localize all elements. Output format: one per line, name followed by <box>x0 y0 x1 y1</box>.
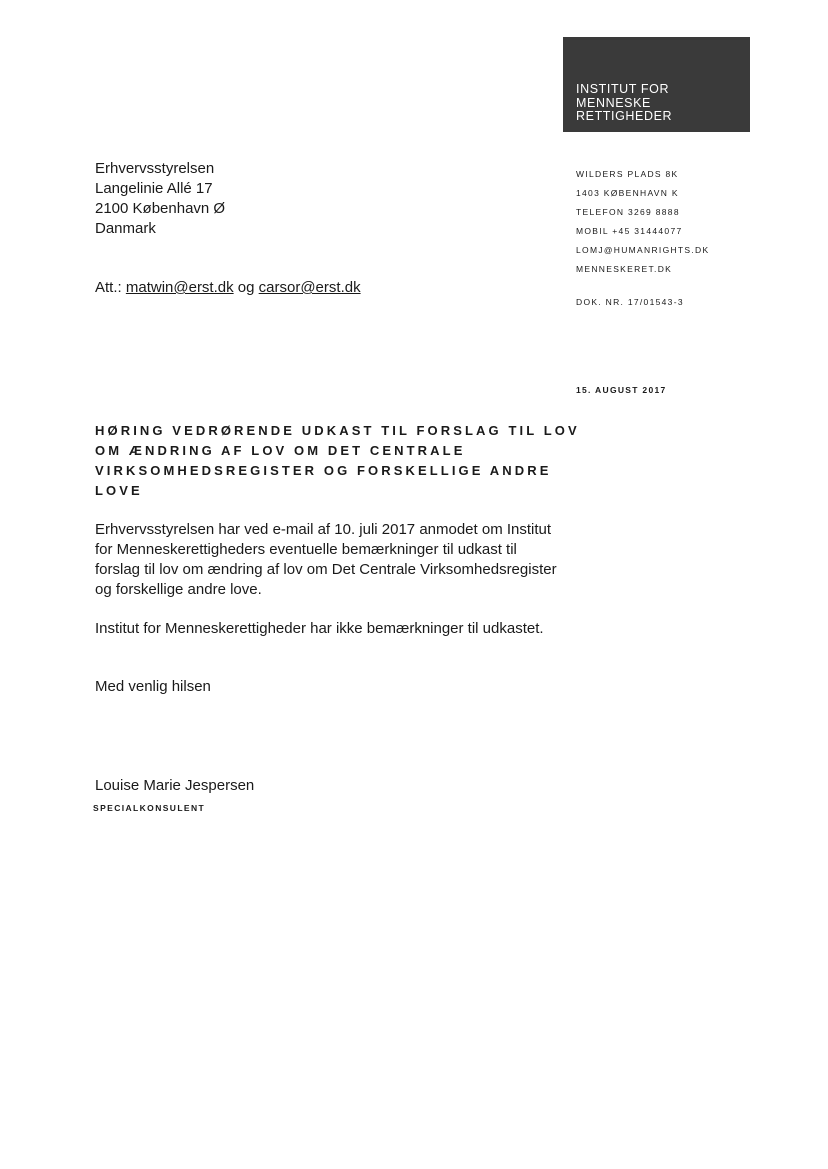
contact-line: TELEFON 3269 8888 <box>576 207 680 217</box>
attention-connector: og <box>237 279 255 296</box>
contact-line: WILDERS PLADS 8K <box>576 169 679 179</box>
recipient-line: Danmark <box>95 220 156 237</box>
sender-contact-block <box>576 165 709 279</box>
body-paragraph-2: Institut for Menneskerettigheder har ikke bemærkninger til udkastet. <box>95 620 544 637</box>
letter-heading <box>95 421 580 501</box>
letter-date: 15. AUGUST 2017 <box>576 385 667 395</box>
recipient-address <box>95 159 225 239</box>
logo-line: MENNESKE <box>576 95 651 110</box>
institute-logo <box>563 37 750 132</box>
signer-name: Louise Marie Jespersen <box>95 777 255 794</box>
heading-line: OM ÆNDRING AF LOV OM DET CENTRALE <box>95 443 466 458</box>
logo-line: INSTITUT FOR <box>576 82 670 96</box>
body-paragraph-1 <box>95 520 565 600</box>
contact-line: MOBIL +45 31444077 <box>576 226 683 236</box>
document-number: DOK. NR. 17/01543-3 <box>576 297 684 307</box>
recipient-line: Langelinie Allé 17 <box>95 180 213 197</box>
attention-line <box>95 278 361 298</box>
body-line: forslag til lov om ændring af lov om Det Centrale Virksomhedsregister <box>95 561 557 578</box>
heading-line: LOVE <box>95 483 143 498</box>
body-line: Erhvervsstyrelsen har ved e-mail af 10. juli 2017 anmodet om Institut <box>95 521 552 538</box>
contact-line: LOMJ@HUMANRIGHTS.DK <box>576 245 710 255</box>
recipient-line: 2100 København Ø <box>95 200 226 217</box>
signer-title: SPECIALKONSULENT <box>93 803 206 813</box>
contact-line: 1403 KØBENHAVN K <box>576 188 679 198</box>
closing-salutation: Med venlig hilsen <box>95 678 211 695</box>
contact-line: MENNESKERET.DK <box>576 264 673 274</box>
heading-line: VIRKSOMHEDSREGISTER OG FORSKELLIGE ANDRE <box>95 463 552 478</box>
heading-line: HØRING VEDRØRENDE UDKAST TIL FORSLAG TIL LOV <box>95 423 580 438</box>
body-line: og forskellige andre love. <box>95 581 262 598</box>
attention-prefix: Att.: <box>95 279 122 296</box>
recipient-line: Erhvervsstyrelsen <box>95 160 215 177</box>
email-link-2[interactable]: carsor@erst.dk <box>258 279 361 296</box>
logo-line: RETTIGHEDER <box>576 109 673 123</box>
email-link-1[interactable]: matwin@erst.dk <box>125 279 234 296</box>
body-line: for Menneskerettigheders eventuelle bemærkninger til udkast til <box>95 541 517 558</box>
